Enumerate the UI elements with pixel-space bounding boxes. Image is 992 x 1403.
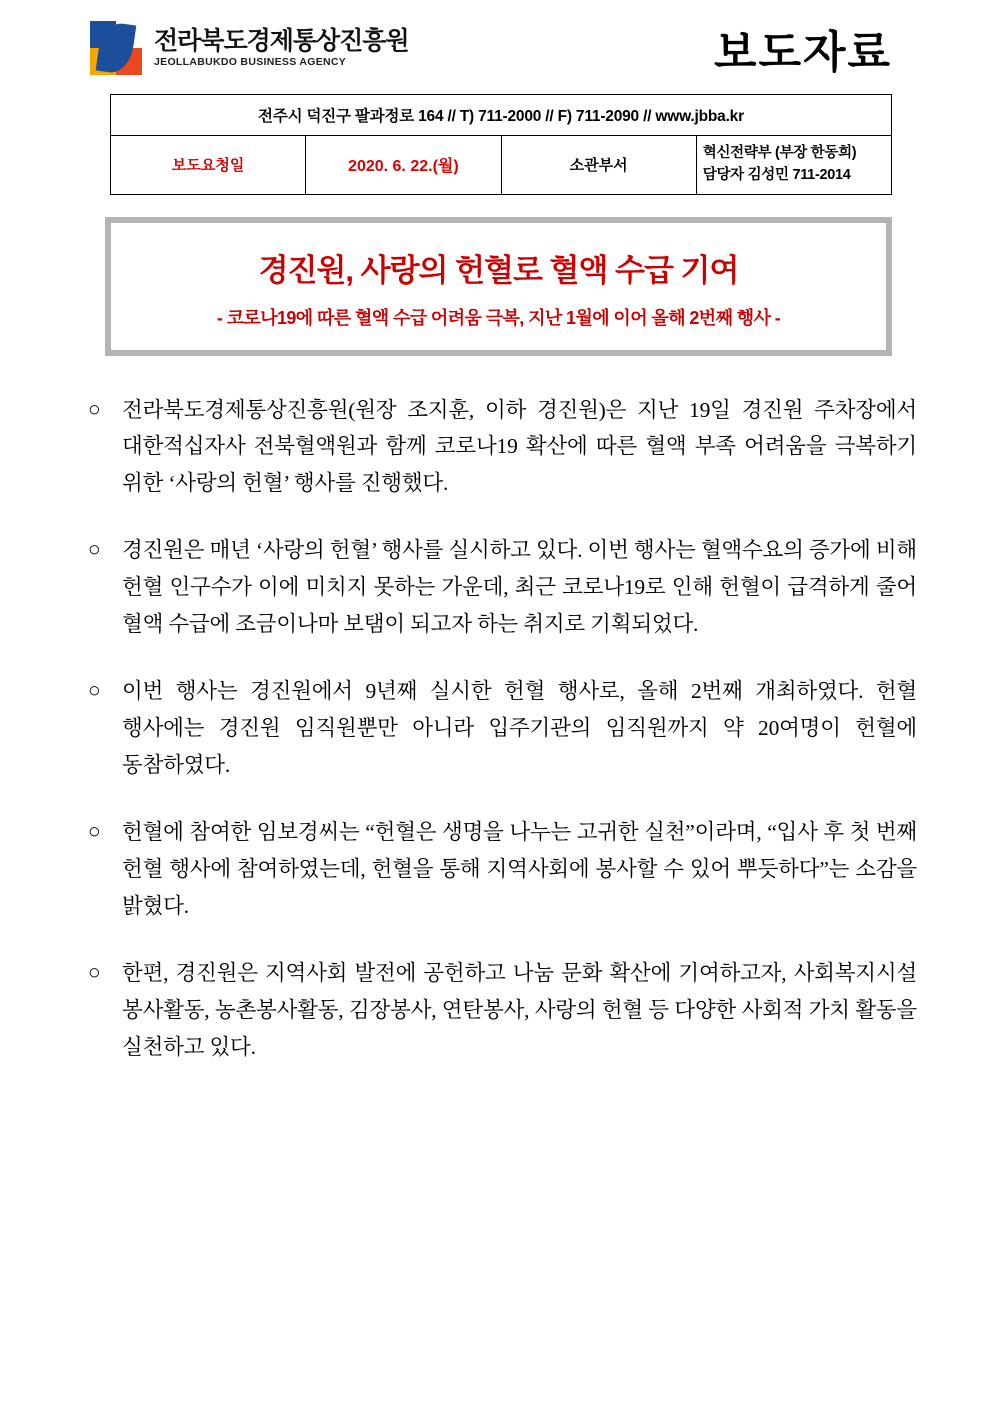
department-line-1: 혁신전략부 (부장 한동희) (702, 145, 857, 161)
paragraph (88, 955, 917, 1066)
organization-name-kr: 전라북도경제통상진흥원 (154, 27, 409, 56)
paragraph (88, 814, 917, 925)
address-line: 전주시 덕진구 팔과정로 164 // T) 711-2000 // F) 711-2090 // www.jbba.kr (111, 95, 892, 136)
paragraph (88, 532, 917, 643)
document-type-title: 보도자료 (713, 28, 892, 77)
department-label: 소관부서 (501, 136, 696, 195)
release-date-label: 보도요청일 (111, 136, 306, 195)
organization-name-block (154, 28, 409, 67)
organization-logo (90, 21, 409, 75)
paragraph-text: 경진원은 매년 ‘사랑의 헌혈’ 행사를 실시하고 있다. 이번 행사는 혈액수요의 증가에 비해 헌혈 인구수가 이에 미치지 못하는 가운데, 최근 코로나19로 인해 헌혈이 급격하게 줄어 혈액 수급에 조금이나마 보탬이 되고자 하는 취지로 기획되었다. (122, 538, 917, 637)
release-date-value: 2020. 6. 22.(월) (306, 136, 501, 195)
paragraph (88, 392, 917, 503)
department-value (696, 136, 891, 195)
bullet-icon: ○ (88, 960, 101, 985)
organization-name-en: JEOLLABUKDO BUSINESS AGENCY (154, 55, 347, 68)
document-header (0, 12, 992, 88)
bullet-icon: ○ (88, 678, 101, 703)
jbba-logo-icon (90, 21, 142, 75)
department-line-2: 담당자 김성민 711-2014 (702, 166, 851, 183)
paragraph-text: 전라북도경제통상진흥원(원장 조지훈, 이하 경진원)은 지난 19일 경진원 주차장에서 대한적십자사 전북혈액원과 함께 코로나19 확산에 따른 혈액 부족 어려움을 극복하기 위한 ‘사랑의 헌혈’ 행사를 진행했다. (122, 397, 917, 496)
paragraph (88, 673, 917, 784)
headline-main: 경진원, 사랑의 헌혈로 혈액 수급 기여 (258, 252, 739, 288)
bullet-icon: ○ (88, 537, 101, 562)
article-body (88, 392, 917, 1067)
bullet-icon: ○ (88, 396, 101, 421)
headline-box (105, 217, 892, 356)
bullet-icon: ○ (88, 819, 101, 844)
headline-sub: - 코로나19에 따른 혈액 수급 어려움 극복, 지난 1월에 이어 올해 2번째 행사 - (216, 307, 781, 328)
table-row-address (111, 95, 892, 136)
paragraph-text: 한편, 경진원은 지역사회 발전에 공헌하고 나눔 문화 확산에 기여하고자, 사회복지시설 봉사활동, 농촌봉사활동, 김장봉사, 연탄봉사, 사랑의 헌혈 등 다양한 사회적 가치 활동을 실천하고 있다. (122, 961, 918, 1060)
paragraph-text: 헌혈에 참여한 임보경씨는 “헌혈은 생명을 나누는 고귀한 실천”이라며, “입사 후 첫 번째 헌혈 행사에 참여하였는데, 헌혈을 통해 지역사회에 봉사할 수 있어 뿌듯하다”는 소감을 밝혔다. (122, 820, 917, 919)
table-row-release (111, 136, 892, 195)
paragraph-text: 이번 행사는 경진원에서 9년째 실시한 헌혈 행사로, 올해 2번째 개최하였다. 헌혈 행사에는 경진원 임직원뿐만 아니라 입주기관의 임직원까지 약 20여명이 헌혈에 동참하였다. (122, 679, 917, 778)
contact-info-table (110, 94, 892, 195)
